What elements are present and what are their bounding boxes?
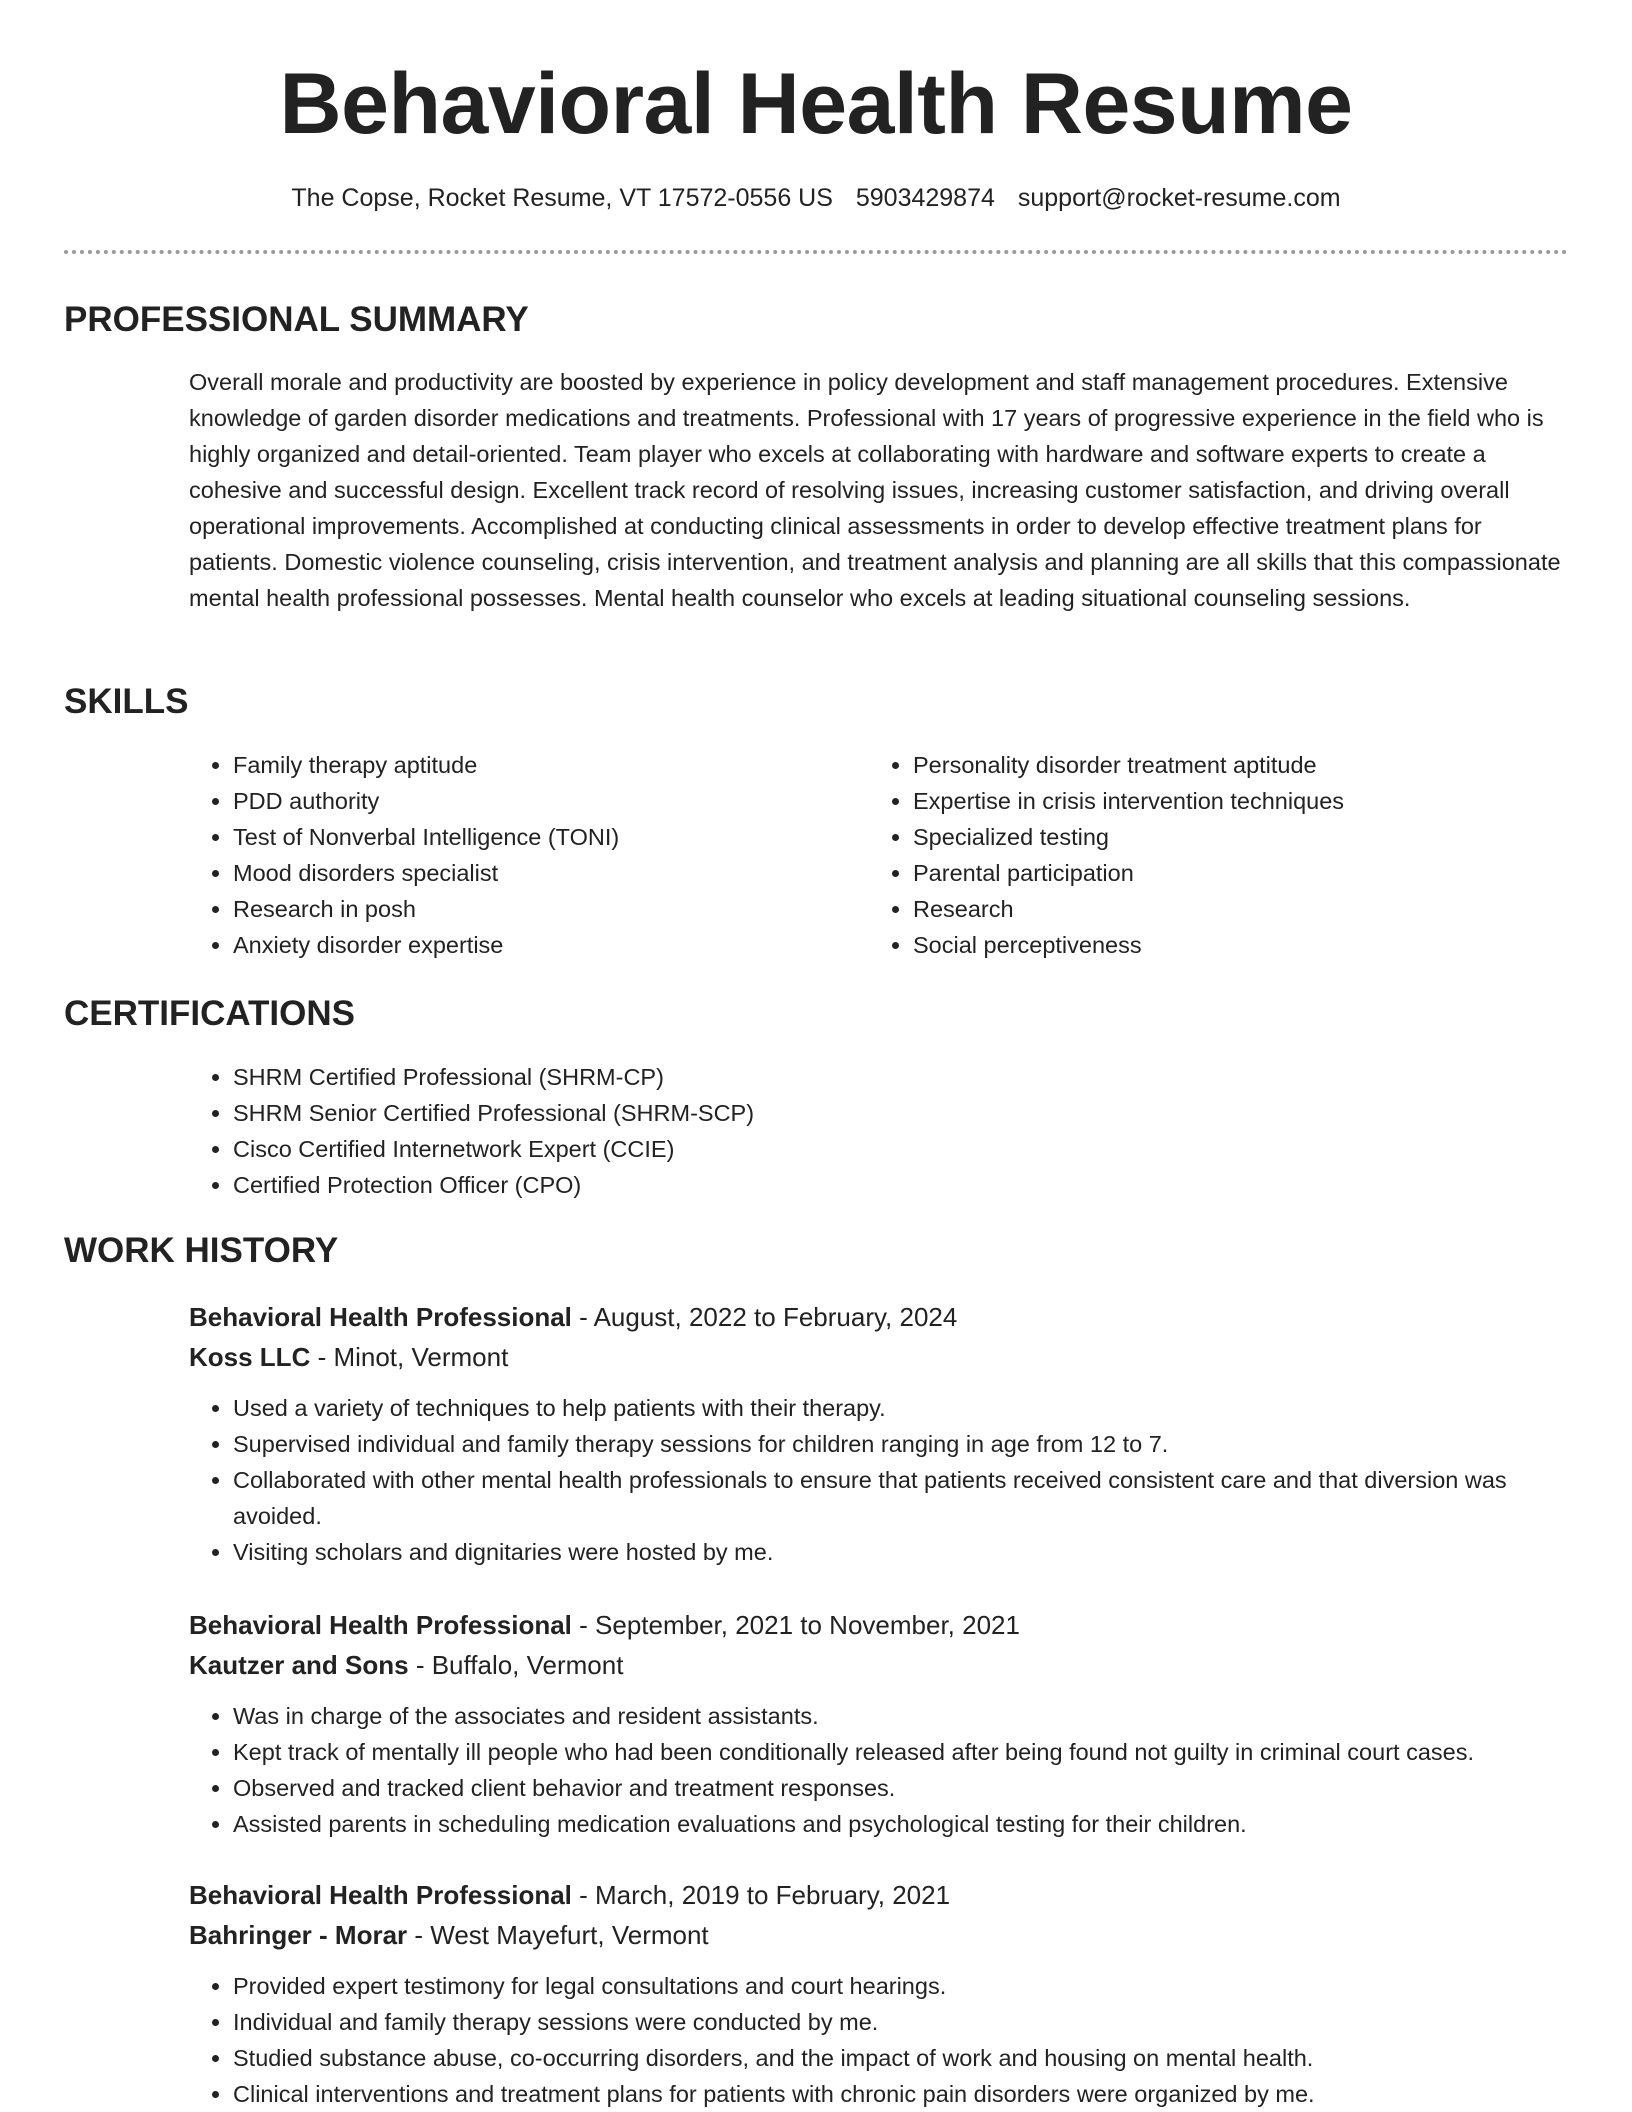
- skill-item: • Expertise in crisis intervention techniques: [913, 783, 1569, 819]
- job-duty-item: • Collaborated with other mental health professionals to ensure that patients received consistent care and that diversion was avoided.: [233, 1462, 1569, 1534]
- job-title-line: [189, 1605, 1020, 1645]
- header-divider: [64, 250, 1568, 254]
- job-duties: [189, 1698, 1569, 1842]
- skill-item: • Mood disorders specialist: [233, 855, 829, 891]
- section-title-summary: PROFESSIONAL SUMMARY: [64, 300, 529, 339]
- job-duty-item: • Individual and family therapy sessions were conducted by me.: [233, 2004, 1569, 2040]
- certification-item: • SHRM Senior Certified Professional (SHRM-SCP): [233, 1095, 754, 1131]
- job-dates: - August, 2022 to February, 2024: [571, 1302, 958, 1332]
- job-duties: [189, 1390, 1569, 1570]
- job-duty-item: • Visiting scholars and dignitaries were hosted by me.: [233, 1534, 1569, 1570]
- skill-item: • PDD authority: [233, 783, 829, 819]
- job-title-line: [189, 1875, 950, 1915]
- job-company: Kautzer and Sons: [189, 1650, 409, 1680]
- skill-item: • Test of Nonverbal Intelligence (TONI): [233, 819, 829, 855]
- skill-item: • Personality disorder treatment aptitude: [913, 747, 1569, 783]
- job-company: Bahringer - Morar: [189, 1920, 408, 1950]
- skill-item: • Social perceptiveness: [913, 927, 1569, 963]
- job-duty-item: • Provided expert testimony for legal consultations and court hearings.: [233, 1968, 1569, 2004]
- job-duties-list: [189, 1968, 1569, 2112]
- job-duty-item: • Was in charge of the associates and resident assistants.: [233, 1698, 1569, 1734]
- job-title: Behavioral Health Professional: [189, 1610, 572, 1640]
- skills-right-column: [869, 747, 1569, 963]
- section-title-work-history: WORK HISTORY: [64, 1231, 339, 1270]
- job-duty-item: • Observed and tracked client behavior and treatment responses.: [233, 1770, 1569, 1806]
- job-dates: - September, 2021 to November, 2021: [571, 1610, 1020, 1640]
- job-location: - West Mayefurt, Vermont: [407, 1920, 709, 1950]
- contact-address: The Copse, Rocket Resume, VT 17572-0556 US: [291, 184, 833, 212]
- job-duties-list: [189, 1698, 1569, 1842]
- job-duty-item: • Used a variety of techniques to help patients with their therapy.: [233, 1390, 1569, 1426]
- skill-item: • Family therapy aptitude: [233, 747, 829, 783]
- job-duty-item: • Supervised individual and family therapy sessions for children ranging in age from 12 to 7.: [233, 1426, 1569, 1462]
- job-duty-item: • Studied substance abuse, co-occurring disorders, and the impact of work and housing on mental health.: [233, 2040, 1569, 2076]
- summary-text: Overall morale and productivity are boosted by experience in policy development and staff management procedures. Extensive knowledge of garden disorder medications and treatments. Professional with 17 years of progressive experience in the field who is highly organized and detail-oriented. Team player who excels at collaborating with hardware and software experts to create a cohesive and successful design. Excellent track record of resolving issues, increasing customer satisfaction, and driving overall operational improvements. Accomplished at conducting clinical assessments in order to develop effective treatment plans for patients. Domestic violence counseling, crisis intervention, and treatment analysis and planning are all skills that this compassionate mental health professional possesses. Mental health counselor who excels at leading situational counseling sessions.: [189, 369, 1561, 611]
- section-title-certifications: CERTIFICATIONS: [64, 994, 356, 1033]
- skills-list-right: [869, 747, 1569, 963]
- skill-item: • Specialized testing: [913, 819, 1569, 855]
- job-duties: [189, 1968, 1569, 2112]
- job-duty-item: • Kept track of mentally ill people who had been conditionally released after being found not guilty in criminal court cases.: [233, 1734, 1569, 1770]
- contact-phone: 5903429874: [855, 184, 995, 212]
- section-title-skills: SKILLS: [64, 682, 189, 721]
- skills-list-left: [189, 747, 829, 963]
- job-company-line: [189, 1337, 508, 1377]
- resume-name: Behavioral Health Resume: [279, 56, 1353, 152]
- job-duties-list: [189, 1390, 1569, 1570]
- contact-email: support@rocket-resume.com: [1017, 184, 1341, 212]
- certification-item: • Cisco Certified Internetwork Expert (CCIE): [233, 1131, 754, 1167]
- skill-item: • Research in posh: [233, 891, 829, 927]
- job-title-line: [189, 1297, 957, 1337]
- certification-item: • SHRM Certified Professional (SHRM-CP): [233, 1059, 754, 1095]
- job-duty-item: • Assisted parents in scheduling medication evaluations and psychological testing for their children.: [233, 1806, 1569, 1842]
- job-duty-item: • Clinical interventions and treatment plans for patients with chronic pain disorders were organized by me.: [233, 2076, 1569, 2112]
- job-company-line: [189, 1915, 709, 1955]
- contact-line: [0, 180, 1632, 216]
- certifications-block: [189, 1059, 754, 1203]
- job-location: - Buffalo, Vermont: [408, 1650, 624, 1680]
- job-company-line: [189, 1645, 623, 1685]
- job-location: - Minot, Vermont: [310, 1342, 509, 1372]
- job-company: Koss LLC: [189, 1342, 311, 1372]
- certification-item: • Certified Protection Officer (CPO): [233, 1167, 754, 1203]
- job-title: Behavioral Health Professional: [189, 1302, 572, 1332]
- job-title: Behavioral Health Professional: [189, 1880, 572, 1910]
- skills-left-column: [189, 747, 829, 963]
- certifications-list: [189, 1059, 754, 1203]
- skill-item: • Research: [913, 891, 1569, 927]
- job-dates: - March, 2019 to February, 2021: [571, 1880, 951, 1910]
- skill-item: • Anxiety disorder expertise: [233, 927, 829, 963]
- skill-item: • Parental participation: [913, 855, 1569, 891]
